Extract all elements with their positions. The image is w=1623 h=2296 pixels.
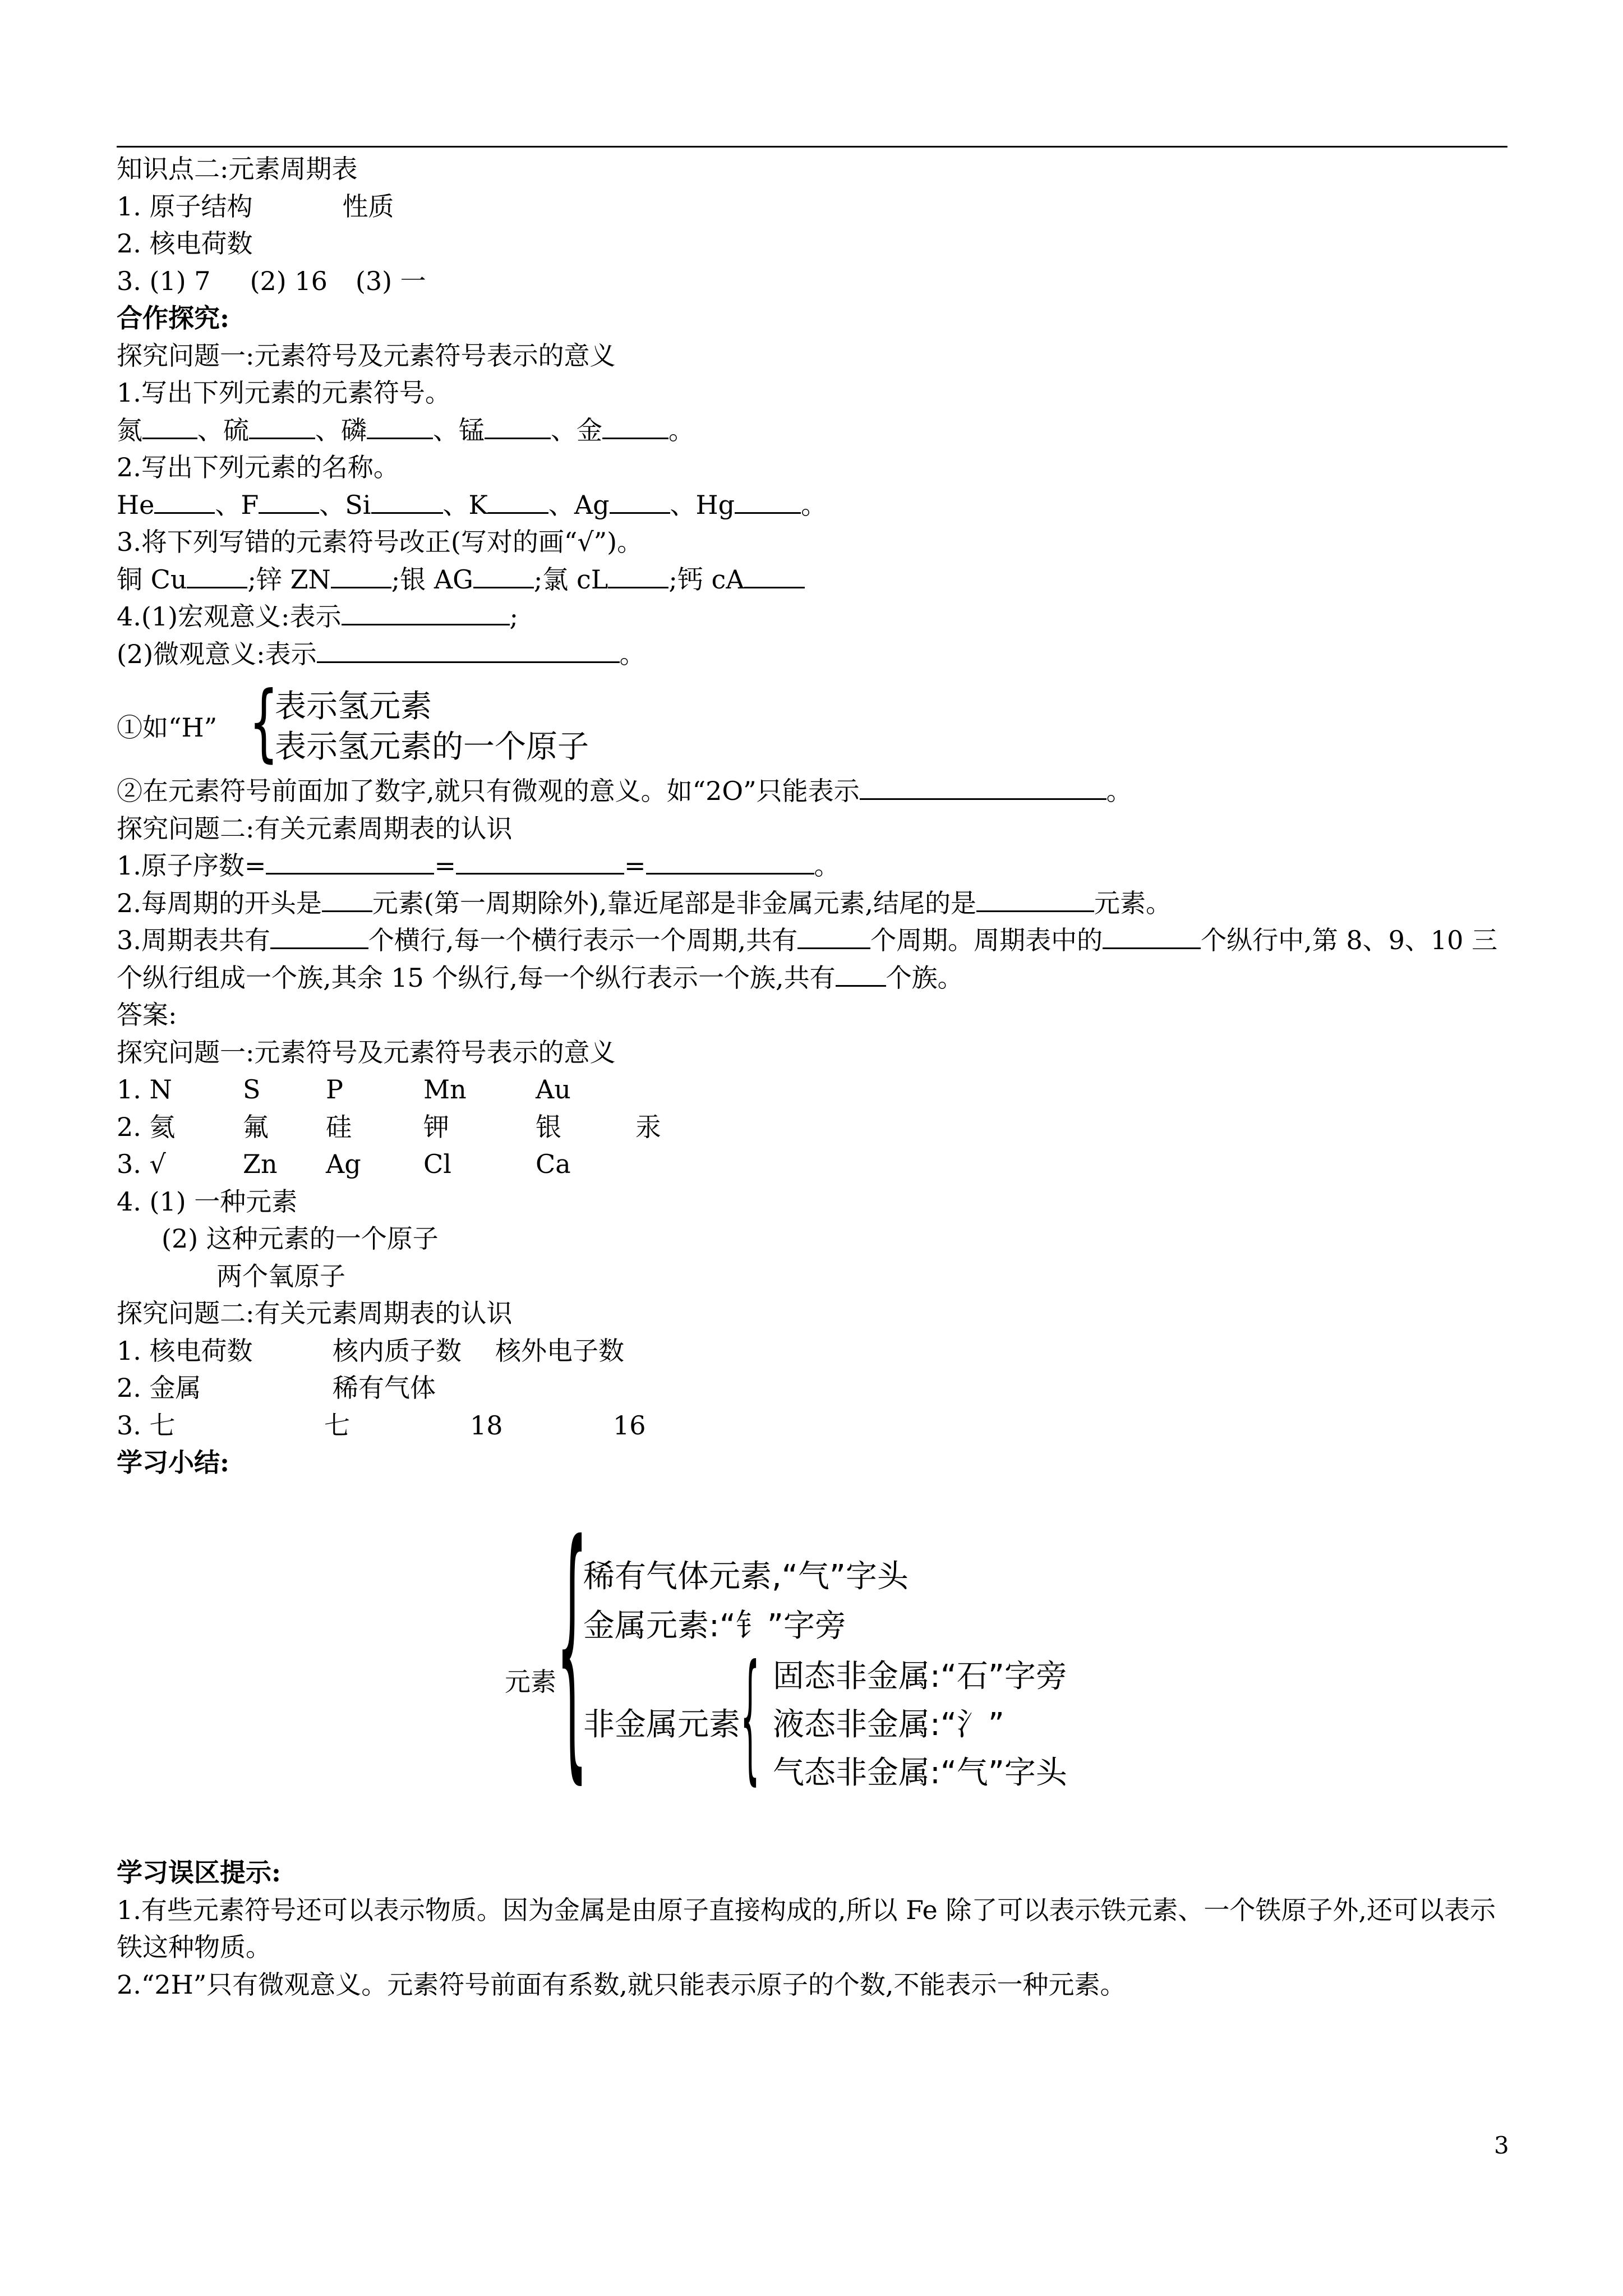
answer-blank[interactable] (976, 885, 1094, 912)
knowledge-heading: 知识点二:元素周期表 (117, 154, 358, 184)
answer-cell: Cl (423, 1149, 451, 1179)
q1-title: 探究问题一:元素符号及元素符号表示的意义 (117, 340, 616, 371)
kp-l1: 1. 原子结构 (117, 191, 253, 222)
answer-blank[interactable] (797, 922, 870, 949)
top-rule (117, 146, 1507, 148)
tip-1: 1.有些元素符号还可以表示物质。因为金属是由原子直接构成的,所以 Fe 除了可以表示铁元素、一个铁原子外,还可以表示铁这种物质。 (117, 1894, 1496, 1962)
q2-2c: 元素。 (1094, 887, 1172, 918)
cooperation-heading: 合作探究: (117, 303, 229, 333)
answers-heading: 答案: (117, 1000, 177, 1030)
page-number: 3 (1494, 2132, 1509, 2159)
answer-cell: 3. √ (117, 1149, 166, 1179)
item: ;氯 cL (533, 564, 608, 595)
answer-4-1: 4. (1) 一种元素 (117, 1186, 298, 1217)
answer-blank[interactable] (331, 561, 391, 588)
kp-l3c: (3) 一 (355, 265, 426, 296)
answer-blank[interactable] (322, 885, 372, 912)
q1-3: 3.将下列写错的元素符号改正(写对的画“√”)。 (117, 527, 643, 557)
answer-cell: 1. 核电荷数 (117, 1335, 253, 1366)
item: 、F (215, 489, 259, 520)
summary-nonmetal: 非金属元素 (583, 1706, 740, 1743)
fig-branch-1: 表示氢元素 (275, 688, 432, 725)
q2-3e: 个族。 (886, 962, 963, 993)
answer-row-b3 (117, 1407, 1513, 1444)
item: 、锰 (433, 415, 485, 445)
q2-3-para (117, 922, 1513, 996)
answer-blank[interactable] (610, 486, 670, 514)
q2-title: 探究问题二:有关元素周期表的认识 (117, 813, 513, 844)
answer-blank[interactable] (371, 486, 443, 514)
item: ;银 AG (391, 564, 473, 595)
answer-blank[interactable] (735, 486, 801, 514)
item: 、金 (551, 415, 602, 445)
left-brace-icon: { (740, 1635, 760, 1798)
punct: 。 (814, 850, 840, 881)
answer-blank[interactable] (744, 561, 805, 588)
q1-3-items (117, 561, 1513, 599)
answer-cell: Mn (423, 1074, 467, 1105)
q1-2: 2.写出下列元素的名称。 (117, 452, 399, 482)
answer-cell: 钾 (423, 1111, 449, 1142)
answer-cell: 核内质子数 (333, 1335, 462, 1366)
answer-cell: Zn (243, 1149, 278, 1179)
kp-l2: 2. 核电荷数 (117, 228, 253, 259)
answer-row-3 (117, 1145, 1513, 1183)
item: 、Si (319, 489, 371, 520)
left-brace-icon: { (249, 674, 279, 771)
fig-branch-2: 表示氢元素的一个原子 (275, 729, 589, 765)
answer-row-b1 (117, 1332, 1513, 1370)
summary-metal: 金属元素:“钅”字旁 (583, 1608, 846, 1644)
q2-2-line (117, 885, 1513, 922)
answer-cell: 1. N (117, 1074, 172, 1105)
kp-l3b: (2) 16 (250, 265, 328, 296)
answer-cell: P (326, 1074, 343, 1105)
summary-root: 元素 (505, 1667, 556, 1697)
answer-cell: 核外电子数 (495, 1335, 624, 1366)
tips-section (117, 1854, 1513, 2003)
item: ;锌 ZN (247, 564, 331, 595)
item: 、硫 (197, 415, 249, 445)
answer-blank[interactable] (602, 412, 668, 439)
q1-note: ②在元素符号前面加了数字,就只有微观的意义。如“2O”只能表示 (117, 776, 860, 806)
q2-1-line (117, 847, 1513, 885)
q1-4a-line (117, 598, 1513, 636)
answer-blank[interactable] (1103, 922, 1201, 949)
q1-4b: (2)微观意义:表示 (117, 638, 317, 669)
answer-cell: 16 (613, 1410, 646, 1441)
answer-cell: 3. 七 (117, 1410, 176, 1441)
summary-diagram (505, 1486, 1178, 1812)
punct: 。 (619, 638, 645, 669)
q1-note-line (117, 772, 1513, 810)
answer-cell: Ag (326, 1149, 361, 1179)
answer-blank[interactable] (259, 486, 319, 514)
kp-l1b: 性质 (342, 191, 394, 222)
q2-3c: 个周期。周期表中的 (870, 925, 1103, 955)
answer-cell: 氟 (243, 1111, 269, 1142)
summary-rare-gas: 稀有气体元素,“气”字头 (583, 1558, 909, 1595)
item: 。 (668, 415, 694, 445)
q1-2-items (117, 486, 1513, 524)
answer-blank[interactable] (342, 598, 510, 625)
q1-4b-line (117, 636, 1513, 673)
answer-4-2: (2) 这种元素的一个原子 (162, 1223, 439, 1254)
answer-row-b2 (117, 1369, 1513, 1407)
q1-4a: 4.(1)宏观意义:表示 (117, 601, 342, 632)
answer-cell: 硅 (326, 1111, 352, 1142)
summary-gas: 气态非金属:“气”字头 (773, 1755, 1067, 1791)
summary-heading: 学习小结: (117, 1447, 229, 1478)
answer-blank[interactable] (249, 412, 315, 439)
punct: ; (509, 601, 519, 632)
item: 、磷 (315, 415, 367, 445)
answer-blank[interactable] (367, 412, 433, 439)
fig-lead: ①如“H” (117, 712, 218, 743)
item: 、Ag (548, 489, 610, 520)
item: 、Hg (670, 489, 735, 520)
answer-cell: Au (536, 1074, 571, 1105)
answer-blank[interactable] (485, 412, 551, 439)
item: 、K (442, 489, 488, 520)
answer-cell: 稀有气体 (333, 1373, 436, 1403)
answer-blank[interactable] (646, 847, 814, 875)
q2-3d: 个纵行中,第 8、9、10 三个纵行组成一个族,其余 15 个纵行,每一个纵行表示一个族,共有 (117, 925, 1498, 993)
item: 。 (801, 489, 827, 520)
q2-2a: 2.每周期的开头是 (117, 887, 322, 918)
item: 铜 Cu (117, 564, 187, 595)
answer-blank[interactable] (266, 847, 434, 875)
answer-blank[interactable] (473, 561, 534, 588)
answer-cell: 汞 (635, 1111, 661, 1142)
answers-q1-title: 探究问题一:元素符号及元素符号表示的意义 (117, 1037, 616, 1068)
q2-3b: 个横行,每一个横行表示一个周期,共有 (368, 925, 798, 955)
answer-blank[interactable] (270, 922, 368, 949)
answer-blank[interactable] (317, 636, 620, 663)
punct: 。 (1106, 776, 1132, 806)
q1-1: 1.写出下列元素的元素符号。 (117, 378, 451, 408)
answer-cell: 银 (536, 1111, 561, 1142)
answer-cell: S (243, 1074, 261, 1105)
answer-blank[interactable] (187, 561, 247, 588)
knowledge-line-1 (117, 188, 1513, 226)
left-brace-icon: { (556, 1486, 588, 1806)
answers-q2-title: 探究问题二:有关元素周期表的认识 (117, 1298, 513, 1328)
q2-3a: 3.周期表共有 (117, 925, 270, 955)
answer-4-3: 两个氧原子 (216, 1260, 345, 1291)
q1-1-items (117, 412, 1513, 449)
answer-cell: 2. 氦 (117, 1111, 176, 1142)
summary-solid: 固态非金属:“石”字旁 (773, 1658, 1067, 1695)
h-symbol-figure (117, 674, 1513, 771)
knowledge-line-3 (117, 263, 1513, 300)
equals: = (624, 850, 646, 881)
equals: = (434, 850, 456, 881)
item: ;钙 cA (668, 564, 745, 595)
answer-cell: Ca (536, 1149, 571, 1179)
tip-2: 2.“2H”只有微观意义。元素符号前面有系数,就只能表示原子的个数,不能表示一种元素。 (117, 1969, 1126, 2000)
answer-blank[interactable] (836, 959, 886, 987)
q2-1: 1.原子序数= (117, 850, 266, 881)
answer-blank[interactable] (154, 486, 215, 514)
document-body (117, 150, 1513, 1481)
answer-blank[interactable] (456, 847, 624, 875)
answer-blank[interactable] (608, 561, 668, 588)
answer-blank[interactable] (488, 486, 548, 514)
answer-row-2 (117, 1108, 1513, 1146)
answer-cell: 2. 金属 (117, 1373, 201, 1403)
answer-blank[interactable] (142, 412, 197, 439)
kp-l3a: 3. (1) 7 (117, 265, 211, 296)
answer-cell: 18 (470, 1410, 503, 1441)
item: He (117, 489, 155, 520)
summary-liquid: 液态非金属:“氵” (773, 1706, 1004, 1743)
answer-blank[interactable] (860, 772, 1106, 800)
tips-heading: 学习误区提示: (117, 1857, 281, 1888)
answer-cell: 七 (324, 1410, 350, 1441)
answer-row-1 (117, 1071, 1513, 1108)
item: 氮 (117, 415, 142, 445)
q2-2b: 元素(第一周期除外),靠近尾部是非金属元素,结尾的是 (372, 887, 977, 918)
